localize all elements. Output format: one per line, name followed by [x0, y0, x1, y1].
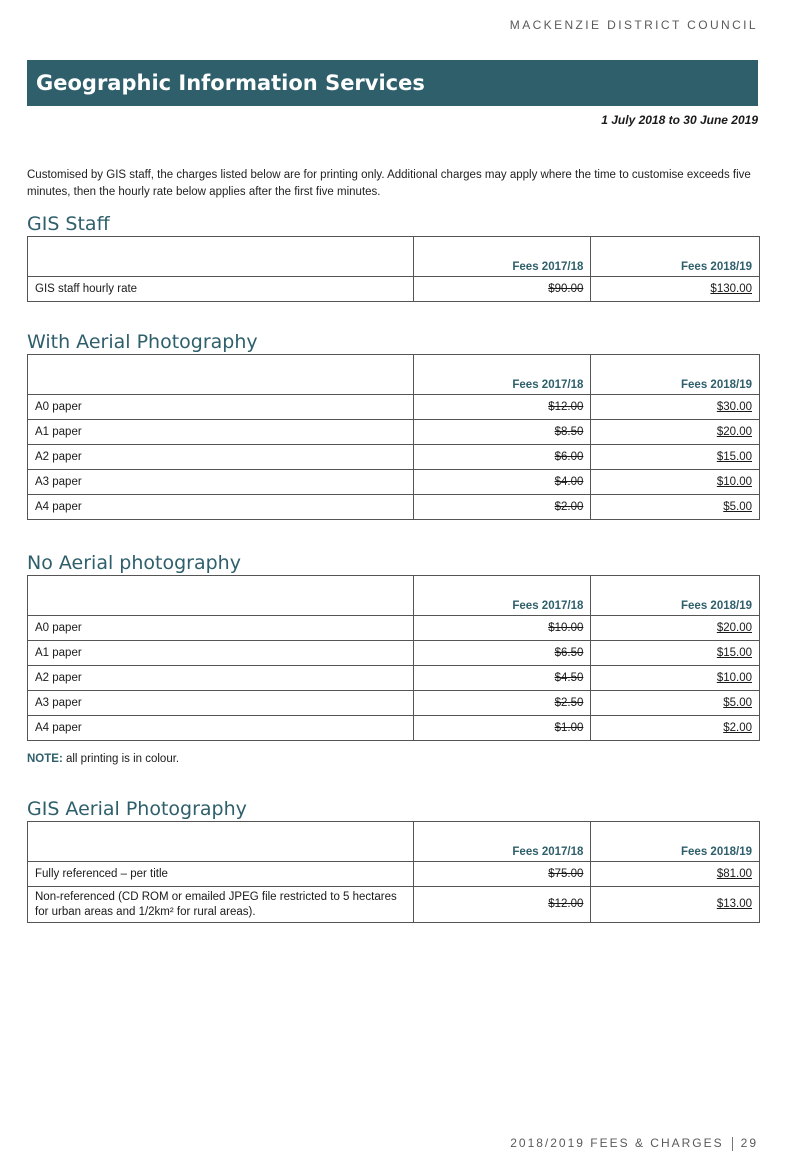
section-title: No Aerial photography — [27, 552, 241, 574]
old-fee: $6.00 — [413, 445, 591, 470]
old-fee: $2.50 — [413, 691, 591, 716]
old-fee: $75.00 — [413, 862, 591, 887]
table-header-row — [28, 822, 760, 862]
fee-description: A1 paper — [28, 420, 414, 445]
old-fee: $4.50 — [413, 666, 591, 691]
description-header — [28, 576, 414, 616]
footer-divider — [732, 1137, 733, 1151]
new-fee: $5.00 — [591, 495, 760, 520]
note-label: NOTE: — [27, 753, 63, 765]
intro-paragraph: Customised by GIS staff, the charges listed below are for printing only. Additional charges may apply where the time to customise exceeds five minutes, then the hourly rate below applies after the first five minutes. — [27, 169, 751, 198]
table-header-row — [28, 355, 760, 395]
table-row — [28, 277, 760, 302]
table-row — [28, 862, 760, 887]
table-row — [28, 887, 760, 923]
old-fee: $10.00 — [413, 616, 591, 641]
section-no-aerial-photography — [27, 551, 760, 741]
fee-description: Fully referenced – per title — [28, 862, 414, 887]
new-fee-header: Fees 2018/19 — [591, 237, 760, 277]
section-gis-aerial-photography — [27, 797, 760, 923]
old-fee-header: Fees 2017/18 — [413, 576, 591, 616]
fee-description: A2 paper — [28, 666, 414, 691]
old-fee: $12.00 — [413, 887, 591, 923]
table-row — [28, 495, 760, 520]
old-fee: $12.00 — [413, 395, 591, 420]
old-fee-header: Fees 2017/18 — [413, 355, 591, 395]
fee-description: A2 paper — [28, 445, 414, 470]
old-fee: $90.00 — [413, 277, 591, 302]
description-header — [28, 355, 414, 395]
fee-description: Non-referenced (CD ROM or emailed JPEG file restricted to 5 hectares for urban areas and 1/2km² for rural areas). — [28, 887, 414, 923]
new-fee: $15.00 — [591, 445, 760, 470]
section-title: With Aerial Photography — [27, 331, 258, 353]
new-fee: $130.00 — [591, 277, 760, 302]
new-fee: $2.00 — [591, 716, 760, 741]
new-fee: $13.00 — [591, 887, 760, 923]
fees-table — [27, 821, 760, 923]
fee-description: A1 paper — [28, 641, 414, 666]
old-fee-header: Fees 2017/18 — [413, 822, 591, 862]
page-number: 29 — [740, 1136, 758, 1150]
description-header — [28, 237, 414, 277]
new-fee-header: Fees 2018/19 — [591, 576, 760, 616]
new-fee: $81.00 — [591, 862, 760, 887]
table-row — [28, 420, 760, 445]
table-row — [28, 616, 760, 641]
new-fee: $15.00 — [591, 641, 760, 666]
table-row — [28, 691, 760, 716]
new-fee-header: Fees 2018/19 — [591, 355, 760, 395]
old-fee: $4.00 — [413, 470, 591, 495]
new-fee: $10.00 — [591, 470, 760, 495]
section-title: GIS Staff — [27, 213, 110, 235]
description-header — [28, 822, 414, 862]
new-fee: $10.00 — [591, 666, 760, 691]
table-row — [28, 470, 760, 495]
fee-period: 1 July 2018 to 30 June 2019 — [601, 113, 758, 127]
printing-note — [27, 753, 179, 765]
new-fee-header: Fees 2018/19 — [591, 822, 760, 862]
new-fee: $30.00 — [591, 395, 760, 420]
fees-table — [27, 236, 760, 302]
organization-name: MACKENZIE DISTRICT COUNCIL — [509, 18, 758, 32]
page-banner-title: Geographic Information Services — [27, 60, 758, 106]
table-header-row — [28, 576, 760, 616]
new-fee: $5.00 — [591, 691, 760, 716]
note-text: all printing is in colour. — [62, 753, 180, 765]
fee-description: A0 paper — [28, 616, 414, 641]
old-fee: $2.00 — [413, 495, 591, 520]
fee-description: A3 paper — [28, 470, 414, 495]
table-row — [28, 445, 760, 470]
old-fee: $6.50 — [413, 641, 591, 666]
section-with-aerial-photography — [27, 330, 760, 520]
fees-table — [27, 354, 760, 520]
fee-description: A3 paper — [28, 691, 414, 716]
old-fee-header: Fees 2017/18 — [413, 237, 591, 277]
old-fee: $1.00 — [413, 716, 591, 741]
section-gis-staff — [27, 212, 760, 302]
footer-title: 2018/2019 FEES & CHARGES — [510, 1136, 724, 1150]
fee-description: A4 paper — [28, 495, 414, 520]
table-row — [28, 641, 760, 666]
fee-description: A4 paper — [28, 716, 414, 741]
new-fee: $20.00 — [591, 420, 760, 445]
table-row — [28, 666, 760, 691]
new-fee: $20.00 — [591, 616, 760, 641]
fee-description: GIS staff hourly rate — [28, 277, 414, 302]
page-footer — [510, 1136, 758, 1151]
table-row — [28, 395, 760, 420]
table-header-row — [28, 237, 760, 277]
table-row — [28, 716, 760, 741]
fee-description: A0 paper — [28, 395, 414, 420]
old-fee: $8.50 — [413, 420, 591, 445]
fees-table — [27, 575, 760, 741]
section-title: GIS Aerial Photography — [27, 798, 247, 820]
